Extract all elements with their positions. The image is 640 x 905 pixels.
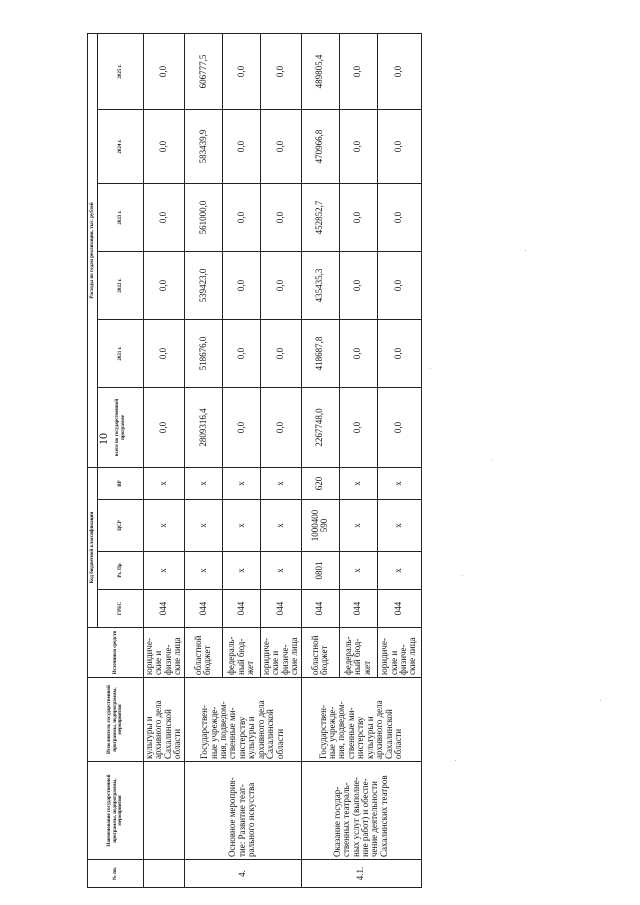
cell-2022: 0,0 [377,252,421,320]
cell-name: Оказание государ- ственных театраль- ных услуг (выполне- ние работ) и обеспе- чение деятельности Сахалинских театров [301,762,421,860]
cell-2021: 0,0 [377,320,421,388]
cell-2023: 452852,7 [301,184,339,252]
cell-2021: 518676,0 [184,320,222,388]
budget-table [87,33,422,888]
cell-rzpr: 0801 [301,552,339,590]
cell-grbs: 044 [377,590,421,628]
cell-2023: 561000,0 [184,184,222,252]
cell-2024: 583439,9 [184,110,222,184]
cell-rzpr: x [144,552,185,590]
cell-csr: x [222,500,260,552]
table-row [301,33,339,887]
header-source: Источники средств [88,628,144,678]
cell-2022: 0,0 [222,252,260,320]
table-row [144,33,185,887]
cell-2023: 0,0 [144,184,185,252]
cell-grbs: 044 [301,590,339,628]
cell-vr: x [377,468,421,500]
cell-vr: x [222,468,260,500]
header-num: № пп. [88,860,144,888]
cell-2021: 0,0 [144,320,185,388]
header-2024: 2024 г. [98,110,144,184]
cell-executor: культуры и архивного дела Сахалинской области [144,678,185,762]
cell-2022: 0,0 [260,252,301,320]
cell-total: 0,0 [222,388,260,468]
cell-rzpr: x [260,552,301,590]
cell-csr: x [339,500,377,552]
scan-speck [492,460,493,461]
cell-num: 4.1. [301,860,421,888]
scan-speck [600,700,601,701]
cell-executor: Государствен- ные учрежде- ния, подведом- ственные ми- нистерству культуры и архивного дела Сахалинской области [301,678,421,762]
rotated-table-wrapper [87,34,419,888]
cell-source: юридиче- ские и физиче- ские лица [377,628,421,678]
cell-2025: 0,0 [339,33,377,109]
cell-2024: 0,0 [222,110,260,184]
cell-total: 0,0 [377,388,421,468]
cell-source: юридиче- ские и физиче- ские лица [260,628,301,678]
cell-2025: 0,0 [222,33,260,109]
cell-vr: x [184,468,222,500]
cell-2022: 539423,0 [184,252,222,320]
cell-source: федераль- ный бюд- жет [339,628,377,678]
header-executor: Исполнитель государственной программы, подпрограммы, мероприятия [88,678,144,762]
cell-2025: 0,0 [144,33,185,109]
header-2021: 2021 г. [98,320,144,388]
cell-grbs: 044 [260,590,301,628]
header-expenses: Расходы по годам реализации, тыс. рублей [88,33,98,467]
cell-2023: 0,0 [222,184,260,252]
cell-2024: 470966,8 [301,110,339,184]
cell-source: областной бюджет [184,628,222,678]
cell-csr: x [184,500,222,552]
header-2025: 2025 г. [98,33,144,109]
cell-source: федераль- ный бюд- жет [222,628,260,678]
cell-2024: 0,0 [339,110,377,184]
header-2023: 2023 г. [98,184,144,252]
cell-2021: 0,0 [339,320,377,388]
table-row [184,33,222,887]
cell-executor: Государствен- ные учрежде- ния, подведом- ственные ми- нистерству культуры и архивного дела Сахалинской области [184,678,301,762]
cell-2023: 0,0 [377,184,421,252]
header-budget-code: Код бюджетной классификации [88,468,98,628]
header-2022: 2022 г. [98,252,144,320]
cell-total: 0,0 [260,388,301,468]
cell-2023: 0,0 [260,184,301,252]
header-total: всего по государственной программе [98,388,144,468]
cell-2022: 0,0 [339,252,377,320]
cell-rzpr: x [184,552,222,590]
cell-2024: 0,0 [377,110,421,184]
cell-total: 2267748,0 [301,388,339,468]
header-vr: ВР [98,468,144,500]
cell-2021: 0,0 [260,320,301,388]
page-number: 10 [96,433,110,445]
cell-vr: x [339,468,377,500]
cell-source: областной бюджет [301,628,339,678]
cell-2021: 418687,8 [301,320,339,388]
cell-csr: x [144,500,185,552]
cell-grbs: 044 [339,590,377,628]
cell-total: 0,0 [144,388,185,468]
header-csr: ЦСР [98,500,144,552]
scan-speck [525,250,526,251]
cell-name [144,762,185,860]
header-rzpr: Рз, Пр [98,552,144,590]
cell-2025: 0,0 [377,33,421,109]
cell-vr: 620 [301,468,339,500]
cell-grbs: 044 [144,590,185,628]
cell-2023: 0,0 [339,184,377,252]
cell-2021: 0,0 [222,320,260,388]
cell-csr: 1000400 590 [301,500,339,552]
cell-source: юридиче- ские и физиче- ские лица [144,628,185,678]
cell-num [144,860,185,888]
cell-total: 2809316,4 [184,388,222,468]
cell-vr: x [260,468,301,500]
cell-2024: 0,0 [144,110,185,184]
header-name: Наименование государственной программы, подпрограммы, мероприятия [88,762,144,860]
scan-speck [462,575,463,576]
cell-2024: 0,0 [260,110,301,184]
cell-2025: 606777,5 [184,33,222,109]
cell-total: 0,0 [339,388,377,468]
cell-csr: x [260,500,301,552]
cell-rzpr: x [377,552,421,590]
cell-num: 4. [184,860,301,888]
cell-vr: x [144,468,185,500]
cell-grbs: 044 [184,590,222,628]
cell-2025: 0,0 [260,33,301,109]
cell-rzpr: x [339,552,377,590]
cell-csr: x [377,500,421,552]
header-grbs: ГРБС [98,590,144,628]
scan-speck [455,760,456,761]
cell-2025: 489805,4 [301,33,339,109]
cell-grbs: 044 [222,590,260,628]
cell-2022: 435435,3 [301,252,339,320]
cell-2022: 0,0 [144,252,185,320]
cell-name: Основное мероприя- тие: Развитие теат- рального искусства [184,762,301,860]
scan-speck [430,368,431,369]
cell-rzpr: x [222,552,260,590]
